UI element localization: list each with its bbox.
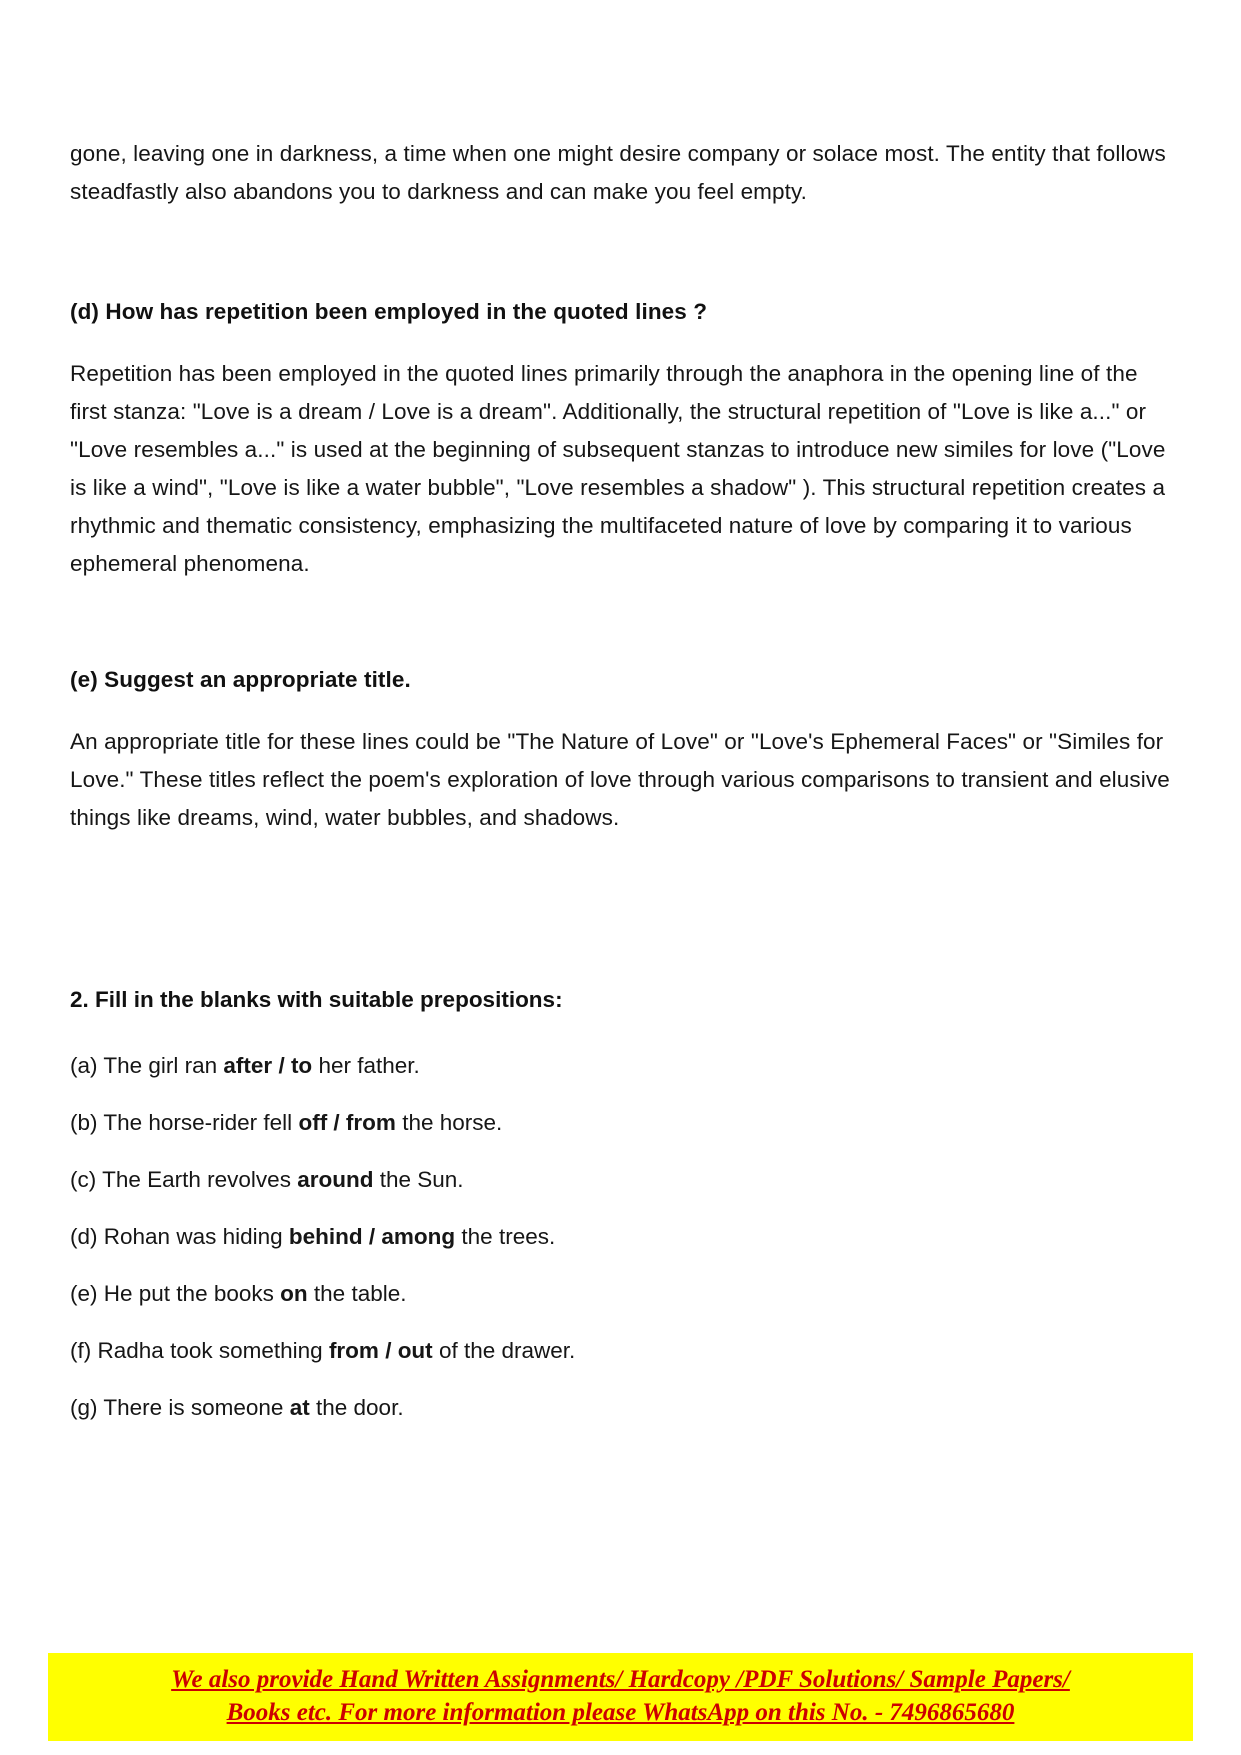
item-label-d: (d) [70, 1224, 98, 1249]
list-item [70, 1104, 1171, 1142]
list-item [70, 1047, 1171, 1085]
item-answer-f: from / out [328, 1338, 433, 1363]
question-block-d [70, 295, 1171, 583]
item-before-b: The horse-rider fell [103, 1110, 293, 1135]
question-answer-e: An appropriate title for these lines could be "The Nature of Love" or "Love's Ephemeral Faces" or "Similes for Love." These titles reflect the poem's exploration of love through various comparisons to transient and elusive things like dreams, wind, water bubbles, and shadows. [70, 729, 1170, 830]
list-item [70, 1332, 1171, 1370]
item-answer-b: off / from [298, 1110, 396, 1135]
question-block-e [70, 663, 1171, 837]
question-answer-d: Repetition has been employed in the quoted lines primarily through the anaphora in the opening line of the first stanza: "Love is a dream / Love is a dream". Additionally, the structural repetition of "Love is like a..." or "Love resembles a..." is used at the beginning of subsequent stanzas to introduce new similes for love ("Love is like a wind", "Love is like a water bubble", "Love resembles a shadow" ). This structural repetition creates a rhythmic and thematic consistency, emphasizing the multifaceted nature of love by comparing it to various ephemeral phenomena. [70, 361, 1166, 576]
item-answer-e: on [280, 1281, 308, 1306]
item-before-f: Radha took something [97, 1338, 323, 1363]
item-answer-g: at [289, 1395, 310, 1420]
item-after-f: of the drawer. [438, 1338, 576, 1363]
item-after-a: her father. [318, 1053, 420, 1078]
item-answer-a: after / to [223, 1053, 313, 1078]
item-label-a: (a) [70, 1053, 98, 1078]
list-item [70, 1275, 1171, 1313]
item-answer-c: around [297, 1167, 374, 1192]
item-label-e: (e) [70, 1281, 98, 1306]
section-2-heading: 2. Fill in the blanks with suitable prepositions: [70, 987, 563, 1012]
intro-paragraph: gone, leaving one in darkness, a time when one might desire company or solace most. The entity that follows steadfastly also abandons you to darkness and can make you feel empty. [70, 141, 1166, 204]
item-after-b: the horse. [402, 1110, 503, 1135]
item-before-g: There is someone [103, 1395, 284, 1420]
list-item [70, 1389, 1171, 1427]
item-after-g: the door. [316, 1395, 404, 1420]
item-label-g: (g) [70, 1395, 98, 1420]
promo-footer-banner [48, 1653, 1193, 1741]
item-answer-d: behind / among [288, 1224, 456, 1249]
item-after-d: the trees. [461, 1224, 556, 1249]
item-before-c: The Earth revolves [102, 1167, 291, 1192]
item-before-a: The girl ran [103, 1053, 218, 1078]
promo-footer-line-2: Books etc. For more information please WhatsApp on this No. - 7496865680 [226, 1699, 1015, 1726]
section-2 [70, 983, 1171, 1427]
item-before-e: He put the books [103, 1281, 274, 1306]
promo-footer-line-1: We also provide Hand Written Assignments/ Hardcopy /PDF Solutions/ Sample Papers/ [171, 1666, 1070, 1693]
item-label-c: (c) [70, 1167, 97, 1192]
question-heading-d: (d) How has repetition been employed in the quoted lines ? [70, 299, 708, 324]
item-label-b: (b) [70, 1110, 98, 1135]
list-item [70, 1218, 1171, 1256]
list-item [70, 1161, 1171, 1199]
item-label-f: (f) [70, 1338, 92, 1363]
item-after-c: the Sun. [379, 1167, 464, 1192]
question-heading-e: (e) Suggest an appropriate title. [70, 667, 411, 692]
item-before-d: Rohan was hiding [103, 1224, 283, 1249]
item-after-e: the table. [313, 1281, 407, 1306]
